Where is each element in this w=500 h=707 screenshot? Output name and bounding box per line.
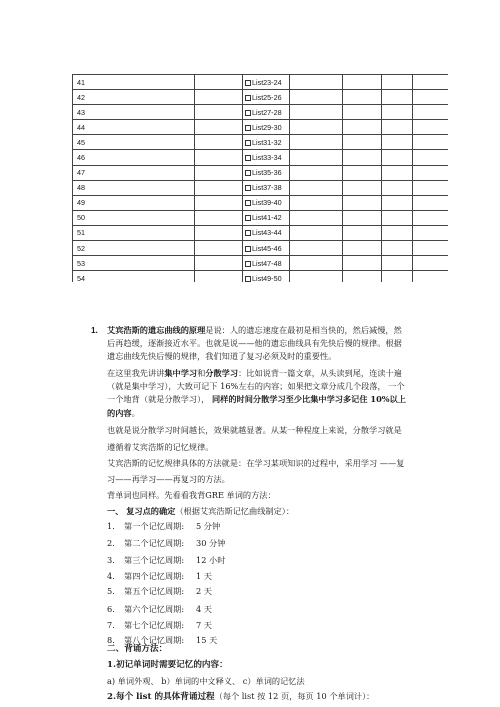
cycle-number: 3． <box>107 555 121 565</box>
empty-cell <box>413 90 449 105</box>
cycle-interval: 30 分钟 <box>196 538 226 548</box>
cycle-interval: 4 天 <box>196 604 212 614</box>
empty-cell <box>195 150 243 165</box>
empty-cell <box>343 180 382 195</box>
empty-cell <box>413 210 449 225</box>
task-cell <box>243 241 290 256</box>
empty-cell <box>290 90 343 105</box>
empty-cell <box>290 120 343 135</box>
cycle-interval: 12 小时 <box>196 555 226 565</box>
paragraph-distributed-line1: 也就是说分散学习时间越长，效果就越显著。从某一种程度上来说，分散学习就是 <box>107 425 402 435</box>
empty-cell <box>195 135 243 150</box>
day-number-cell: 41 <box>73 75 195 90</box>
task-cell <box>243 90 290 105</box>
day-number-cell: 53 <box>73 256 195 271</box>
task-cell <box>243 180 290 195</box>
paragraph-forgetting-curve-line3: 遗忘曲线先快后慢的规律，我们知道了复习必须及时的重要性。 <box>107 351 337 361</box>
task-cell <box>243 271 290 282</box>
empty-cell <box>290 75 343 90</box>
table-row <box>73 241 449 256</box>
empty-cell <box>195 256 243 271</box>
cycle-name: 第六个记忆周期: <box>124 604 185 614</box>
task-label: List45-46 <box>252 243 282 253</box>
empty-cell <box>195 180 243 195</box>
paragraph-method-line1: 艾宾浩斯的记忆规律具体的方法就是：在学习某项知识的过程中，采用学习 ——复 <box>107 458 405 468</box>
day-number-cell: 48 <box>73 180 195 195</box>
empty-cell <box>290 180 343 195</box>
empty-cell <box>413 75 449 90</box>
empty-cell <box>290 150 343 165</box>
task-label: List41-42 <box>252 213 282 223</box>
cycle-interval: 15 天 <box>196 635 218 645</box>
empty-cell <box>382 210 413 225</box>
cycle-name: 第五个记忆周期: <box>124 586 185 596</box>
task-cell <box>243 256 290 271</box>
cycle-name: 第一个记忆周期: <box>124 521 185 531</box>
task-cell <box>243 165 290 180</box>
empty-cell <box>382 75 413 90</box>
empty-cell <box>382 241 413 256</box>
review-points-heading: 一、 复习点的确定（根据艾宾浩斯记忆曲线制定）： <box>107 506 295 516</box>
table-row <box>73 75 449 90</box>
paragraph-forgetting-curve-line1: 艾宾浩斯的遗忘曲线的原理是说：人的遗忘速度在最初是相当快的，然后减慢，然 <box>107 325 402 335</box>
task-label: List47-48 <box>252 258 282 268</box>
table-row <box>73 271 449 282</box>
task-label: List43-44 <box>252 228 282 238</box>
empty-cell <box>343 210 382 225</box>
empty-cell <box>343 150 382 165</box>
checkbox-icon[interactable] <box>245 155 251 161</box>
task-cell <box>243 225 290 240</box>
empty-cell <box>413 120 449 135</box>
empty-cell <box>343 135 382 150</box>
list-process-heading: 2.每个 list 的具体背诵过程（每个 list 按 12 页，每页 10 个单词计）： <box>107 691 375 702</box>
day-number-cell: 49 <box>73 195 195 210</box>
cycle-number: 5． <box>107 586 121 596</box>
empty-cell <box>413 105 449 120</box>
study-plan-table <box>72 74 448 282</box>
day-number-cell: 50 <box>73 210 195 225</box>
task-cell <box>243 135 290 150</box>
empty-cell <box>195 225 243 240</box>
day-number-cell: 43 <box>73 105 195 120</box>
table-row <box>73 225 449 240</box>
checkbox-icon[interactable] <box>245 125 251 131</box>
empty-cell <box>195 90 243 105</box>
cycle-name: 第三个记忆周期: <box>124 555 185 565</box>
task-label: List37-38 <box>252 183 282 193</box>
task-label: List49-50 <box>252 273 282 282</box>
table-row <box>73 180 449 195</box>
empty-cell <box>343 271 382 282</box>
empty-cell <box>195 120 243 135</box>
cycle-number: 7． <box>107 620 121 630</box>
day-number-cell: 51 <box>73 225 195 240</box>
empty-cell <box>382 256 413 271</box>
checkbox-icon[interactable] <box>245 215 251 221</box>
day-number-cell: 44 <box>73 120 195 135</box>
task-cell <box>243 75 290 90</box>
checkbox-icon[interactable] <box>245 95 251 101</box>
empty-cell <box>382 150 413 165</box>
checkbox-icon[interactable] <box>245 261 251 267</box>
empty-cell <box>290 195 343 210</box>
empty-cell <box>195 195 243 210</box>
task-label: List27-28 <box>252 107 282 117</box>
task-label: List39-40 <box>252 198 282 208</box>
day-number-cell: 54 <box>73 271 195 282</box>
paragraph-study-modes-line4: 的内容。 <box>107 408 140 418</box>
paragraph-forgetting-curve-line2: 后再趋缓，逐渐接近水平。也就是说——他的遗忘曲线具有先快后慢的规律。根据 <box>107 338 402 348</box>
table-row <box>73 120 449 135</box>
checkbox-icon[interactable] <box>245 110 251 116</box>
table-row <box>73 256 449 271</box>
paragraph-method-line2: 习——再学习——再复习的方法。 <box>107 474 230 484</box>
task-label: List33-34 <box>252 153 282 163</box>
empty-cell <box>343 241 382 256</box>
empty-cell <box>343 90 382 105</box>
cycle-name: 第二个记忆周期: <box>124 538 185 548</box>
empty-cell <box>290 210 343 225</box>
empty-cell <box>290 165 343 180</box>
table-row <box>73 165 449 180</box>
cycle-number: 1． <box>107 521 121 531</box>
empty-cell <box>343 165 382 180</box>
cycle-name: 第七个记忆周期: <box>124 620 185 630</box>
cycle-interval: 7 天 <box>196 620 212 630</box>
empty-cell <box>413 180 449 195</box>
initial-memory-items: a) 单词外观、 b）单词的中文释义、 c）单词的记忆法 <box>107 676 305 686</box>
paragraph-gre-words: 背单词也同样。先看看我背GRE 单词的方法： <box>107 490 276 500</box>
study-plan-table-fragment <box>72 74 448 282</box>
recitation-method-heading: 二、背诵方法： <box>107 644 168 654</box>
empty-cell <box>413 225 449 240</box>
task-label: List23-24 <box>252 77 282 87</box>
empty-cell <box>382 225 413 240</box>
checkbox-icon[interactable] <box>245 230 251 236</box>
checkbox-icon[interactable] <box>245 140 251 146</box>
table-row <box>73 135 449 150</box>
empty-cell <box>343 256 382 271</box>
initial-memory-heading: 1.初记单词时需要记忆的内容： <box>107 660 228 670</box>
empty-cell <box>195 210 243 225</box>
cycle-number: 4． <box>107 571 121 581</box>
empty-cell <box>382 271 413 282</box>
checkbox-icon[interactable] <box>245 246 251 252</box>
cycle-name: 第八个记忆周期: <box>124 635 185 645</box>
day-number-cell: 45 <box>73 135 195 150</box>
paragraph-study-modes-line3: 一个地背（就是分散学习）， 同样的时间分散学习至少比集中学习多记住 10%以上 <box>107 394 406 404</box>
empty-cell <box>382 120 413 135</box>
cycle-number: 2． <box>107 538 121 548</box>
empty-cell <box>382 135 413 150</box>
cycle-interval: 1 天 <box>196 571 212 581</box>
task-cell <box>243 150 290 165</box>
day-number-cell: 52 <box>73 241 195 256</box>
empty-cell <box>382 180 413 195</box>
empty-cell <box>195 75 243 90</box>
table-row <box>73 210 449 225</box>
empty-cell <box>290 256 343 271</box>
empty-cell <box>290 105 343 120</box>
task-cell <box>243 210 290 225</box>
task-cell <box>243 105 290 120</box>
task-cell <box>243 120 290 135</box>
task-label: List31-32 <box>252 137 282 147</box>
day-number-cell: 47 <box>73 165 195 180</box>
task-label: List35-36 <box>252 168 282 178</box>
checkbox-icon[interactable] <box>245 80 251 86</box>
paragraph-study-modes-line1: 在这里我先讲讲集中学习和分散学习：比如说背一篇文章，从头读到尾，连读十遍 <box>107 368 402 378</box>
day-number-cell: 42 <box>73 90 195 105</box>
empty-cell <box>290 135 343 150</box>
cycle-number: 8． <box>107 635 121 645</box>
empty-cell <box>290 225 343 240</box>
empty-cell <box>290 241 343 256</box>
empty-cell <box>413 241 449 256</box>
table-row <box>73 105 449 120</box>
empty-cell <box>413 256 449 271</box>
day-number-cell: 46 <box>73 150 195 165</box>
empty-cell <box>343 75 382 90</box>
empty-cell <box>382 90 413 105</box>
task-label: List29-30 <box>252 122 282 132</box>
empty-cell <box>382 105 413 120</box>
empty-cell <box>382 165 413 180</box>
cycle-name: 第四个记忆周期: <box>124 571 185 581</box>
empty-cell <box>195 165 243 180</box>
task-label: List25-26 <box>252 92 282 102</box>
empty-cell <box>382 195 413 210</box>
empty-cell <box>413 150 449 165</box>
checkbox-icon[interactable] <box>245 200 251 206</box>
cycle-interval: 5 分钟 <box>196 521 221 531</box>
paragraph-distributed-line2: 遵循着艾宾浩斯的记忆规律。 <box>107 442 214 452</box>
table-row <box>73 195 449 210</box>
empty-cell <box>290 271 343 282</box>
empty-cell <box>195 105 243 120</box>
empty-cell <box>413 165 449 180</box>
empty-cell <box>413 271 449 282</box>
empty-cell <box>413 135 449 150</box>
empty-cell <box>195 271 243 282</box>
checkbox-icon[interactable] <box>245 185 251 191</box>
empty-cell <box>343 195 382 210</box>
empty-cell <box>195 241 243 256</box>
task-cell <box>243 195 290 210</box>
cycle-number: 6． <box>107 604 121 614</box>
table-row <box>73 150 449 165</box>
section-number: 1. <box>91 326 98 335</box>
checkbox-icon[interactable] <box>245 276 251 282</box>
empty-cell <box>343 105 382 120</box>
checkbox-icon[interactable] <box>245 170 251 176</box>
paragraph-study-modes-line2: （就是集中学习），大致可记下 16%左右的内容；如果把文章分成几个段落， 一个 <box>107 381 405 391</box>
empty-cell <box>343 225 382 240</box>
empty-cell <box>413 195 449 210</box>
table-row <box>73 90 449 105</box>
cycle-interval: 2 天 <box>196 586 212 596</box>
empty-cell <box>343 120 382 135</box>
